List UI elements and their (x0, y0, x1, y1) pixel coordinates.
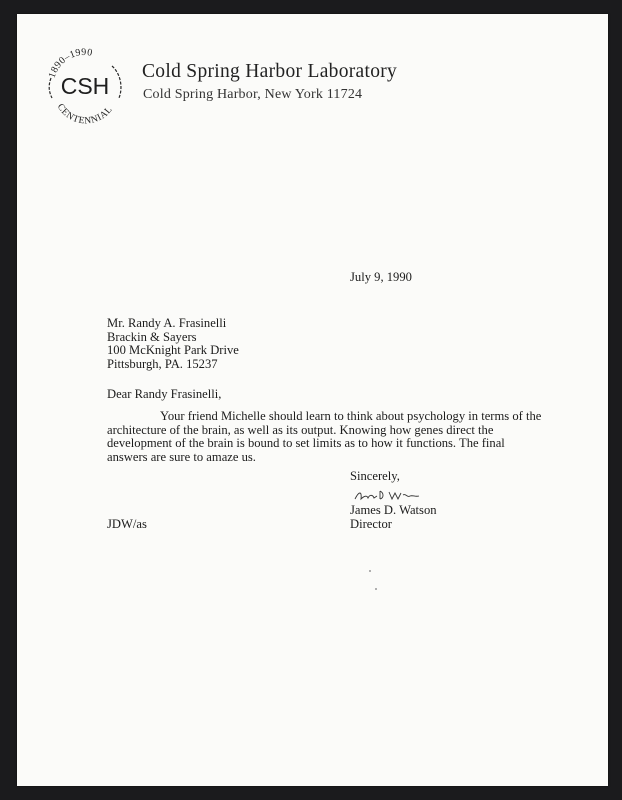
letter-body (107, 410, 541, 464)
seal-years: 1890–1990 (46, 46, 94, 80)
closing: Sincerely, (350, 469, 400, 483)
salutation: Dear Randy Frasinelli, (107, 387, 222, 401)
typist-initials: JDW/as (107, 517, 147, 531)
signer-block (350, 504, 437, 531)
recipient-line: Mr. Randy A. Frasinelli (107, 316, 227, 330)
recipient-address (107, 317, 239, 371)
centennial-seal (43, 44, 127, 128)
recipient-line: 100 McKnight Park Drive (107, 343, 239, 357)
seal-word: CENTENNIAL (54, 102, 115, 127)
paper-speck (375, 588, 377, 590)
body-line: answers are sure to amaze us. (107, 449, 256, 464)
body-line: Your friend Michelle should learn to think about psychology in terms of the (160, 409, 542, 423)
seal-monogram: CSH (60, 73, 110, 99)
letter-page (17, 14, 608, 786)
letter-date: July 9, 1990 (350, 270, 412, 284)
recipient-line: Pittsburgh, PA. 15237 (107, 356, 218, 371)
recipient-line: Brackin & Sayers (107, 329, 197, 344)
body-line: architecture of the brain, as well as its output. Knowing how genes direct the (107, 422, 494, 437)
institution-name: Cold Spring Harbor Laboratory (142, 61, 398, 82)
signer-name: James D. Watson (350, 503, 437, 517)
body-line: development of the brain is bound to set limits as to how it functions. The final (107, 436, 505, 451)
svg-text:CENTENNIAL (55, 102, 115, 126)
handwritten-signature (353, 487, 421, 503)
institution-address: Cold Spring Harbor, New York 11724 (143, 87, 363, 102)
paper-speck (369, 570, 371, 572)
signer-title: Director (350, 516, 392, 531)
